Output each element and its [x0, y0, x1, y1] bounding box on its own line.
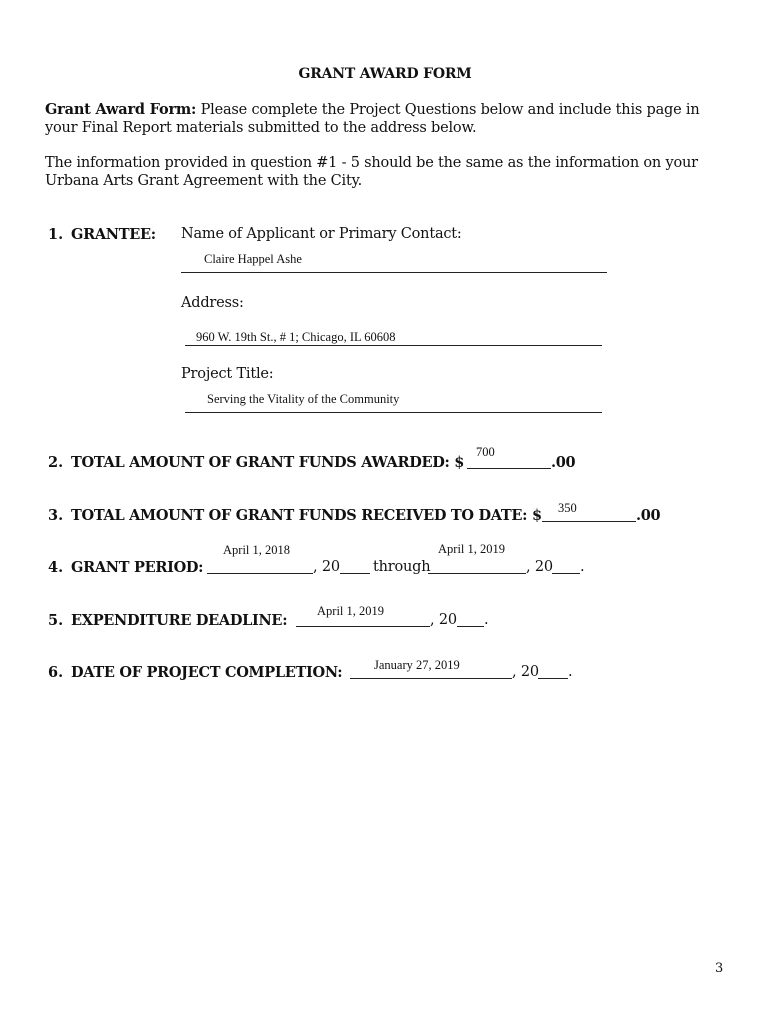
q3-number: 3. [48, 507, 64, 524]
info-paragraph: The information provided in question #1 - 5 should be the same as the information on your Urbana Arts Grant Agreement with the City. [45, 155, 698, 189]
q4-label: GRANT PERIOD: [71, 559, 204, 576]
q5-value[interactable]: April 1, 2019 [317, 604, 385, 618]
q5-year-sep: , 20 [430, 612, 457, 628]
project-title-underline [185, 412, 602, 413]
q5-label: EXPENDITURE DEADLINE: [71, 612, 288, 629]
q4-start-year-underline [340, 573, 370, 574]
q3-label: TOTAL AMOUNT OF GRANT FUNDS RECEIVED TO DATE: $ [71, 507, 542, 524]
q1-number: 1. [48, 226, 64, 243]
q2-label: TOTAL AMOUNT OF GRANT FUNDS AWARDED: $ [71, 454, 465, 471]
q6-underline [350, 678, 512, 679]
q4-end-year-underline [552, 573, 580, 574]
q4-start-value[interactable]: April 1, 2018 [223, 543, 291, 557]
q2-suffix: .00 [551, 454, 576, 471]
intro-text: Please complete the Project Questions below and include this page in your Final Report materials submitted to the address below. [45, 102, 700, 136]
name-underline [181, 272, 607, 273]
q2-underline [467, 468, 551, 469]
q2-number: 2. [48, 454, 64, 471]
q4-start-underline [207, 573, 313, 574]
q6-year-underline [538, 678, 568, 679]
project-title-label: Project Title: [181, 366, 274, 382]
form-title: GRANT AWARD FORM [298, 66, 472, 82]
q5-underline [296, 626, 430, 627]
q6-label: DATE OF PROJECT COMPLETION: [71, 664, 343, 681]
intro-bold-lead: Grant Award Form: [45, 101, 197, 118]
q6-year-sep: , 20 [512, 664, 539, 680]
name-label: Name of Applicant or Primary Contact: [181, 226, 462, 242]
q1-label: GRANTEE: [71, 226, 156, 243]
q5-year-underline [457, 626, 484, 627]
q4-start-year-sep: , 20 [313, 559, 340, 575]
intro-paragraph [45, 101, 735, 137]
project-title-value[interactable]: Serving the Vitality of the Community [207, 392, 400, 406]
q5-number: 5. [48, 612, 64, 629]
q4-end-value[interactable]: April 1, 2019 [438, 542, 506, 556]
name-value[interactable]: Claire Happel Ashe [204, 252, 302, 266]
q4-end-year-sep: , 20 [526, 559, 553, 575]
q3-underline [542, 521, 636, 522]
q3-suffix: .00 [636, 507, 661, 524]
q4-through: through [373, 559, 431, 575]
q6-period: . [568, 664, 573, 680]
q6-value[interactable]: January 27, 2019 [374, 658, 460, 672]
address-underline [185, 345, 602, 346]
q4-end-underline [428, 573, 526, 574]
page-number: 3 [715, 961, 724, 976]
q6-number: 6. [48, 664, 64, 681]
q4-period: . [580, 559, 585, 575]
q2-value[interactable]: 700 [476, 445, 495, 459]
q3-value[interactable]: 350 [558, 501, 577, 515]
q5-period: . [484, 612, 489, 628]
address-value[interactable]: 960 W. 19th St., # 1; Chicago, IL 60608 [196, 330, 396, 344]
address-label: Address: [181, 295, 244, 311]
q4-number: 4. [48, 559, 64, 576]
